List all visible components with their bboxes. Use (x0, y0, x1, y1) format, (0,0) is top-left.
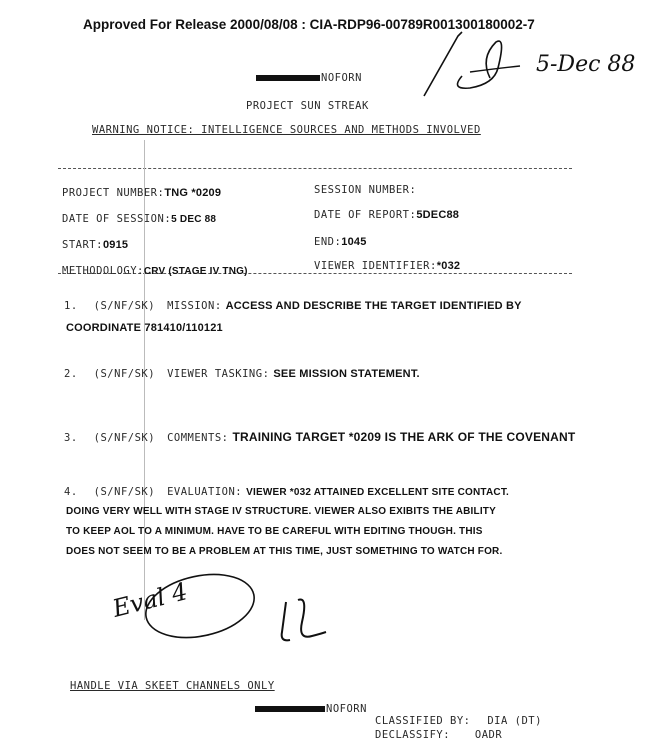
date-of-session-value: 5 DEC 88 (171, 214, 217, 225)
date-of-session-field (62, 209, 216, 227)
eval-note: Eval 4 (109, 577, 191, 623)
item-3-text: TRAINING TARGET *0209 IS THE ARK OF THE COVENANT (232, 430, 576, 444)
classified-by (375, 715, 542, 727)
start-value: 0915 (102, 239, 129, 251)
methodology-value: CRV (STAGE IV TNG) (143, 266, 248, 277)
declassify-label: DECLASSIFY: (375, 729, 451, 741)
handling-caveat: HANDLE VIA SKEET CHANNELS ONLY (70, 680, 275, 692)
session-number-field (314, 180, 416, 198)
item-3-classification: (S/NF/SK) (93, 432, 156, 444)
end-field (314, 232, 367, 250)
redaction-bar (256, 75, 320, 81)
classification-top-text: NOFORN (321, 72, 362, 84)
session-number-label: SESSION NUMBER: (314, 184, 417, 196)
handwritten-date: 5-Dec 88 (536, 52, 636, 77)
item-3-number: 3. (64, 432, 78, 444)
date-of-session-label: DATE OF SESSION: (62, 213, 172, 225)
item-1-mission (64, 296, 522, 314)
classification-bottom (255, 703, 367, 715)
item-2-number: 2. (64, 368, 78, 380)
item-4-label: EVALUATION: (167, 486, 243, 498)
methodology-label: METHODOLOGY: (62, 265, 144, 277)
item-4-text-line4: DOES NOT SEEM TO BE A PROBLEM AT THIS TIME, JUST SOMETHING TO WATCH FOR. (66, 546, 503, 557)
classified-by-label: CLASSIFIED BY: (375, 715, 471, 727)
release-header: Approved For Release 2000/08/08 : CIA-RDP96-00789R001300180002-7 (83, 17, 535, 32)
date-of-report-label: DATE OF REPORT: (314, 209, 417, 221)
warning-notice: WARNING NOTICE: INTELLIGENCE SOURCES AND METHODS INVOLVED (92, 124, 481, 136)
date-of-report-value: 5DEC88 (416, 209, 460, 221)
end-label: END: (314, 236, 342, 248)
item-4-text-line2: DOING VERY WELL WITH STAGE IV STRUCTURE. VIEWER ALSO EXIBITS THE ABILITY (66, 506, 496, 517)
item-2-classification: (S/NF/SK) (93, 368, 156, 380)
viewer-identifier-field (314, 256, 460, 274)
item-2-label: VIEWER TASKING: (167, 368, 270, 380)
start-label: START: (62, 239, 103, 251)
item-4-text-line1: VIEWER *032 ATTAINED EXCELLENT SITE CONTACT. (246, 487, 510, 498)
date-of-report-field (314, 205, 459, 223)
item-4-classification: (S/NF/SK) (93, 486, 156, 498)
separator-top (58, 168, 572, 169)
classification-bottom-text: NOFORN (326, 703, 367, 715)
item-4-text-line3: TO KEEP AOL TO A MINIMUM. HAVE TO BE CAREFUL WITH EDITING THOUGH. THIS (66, 526, 483, 537)
item-2-viewer-tasking (64, 364, 420, 382)
project-number-label: PROJECT NUMBER: (62, 187, 165, 199)
item-1-classification: (S/NF/SK) (93, 300, 156, 312)
item-1-label: MISSION: (167, 300, 222, 312)
item-1-text-line2: COORDINATE 781410/110121 (66, 322, 223, 334)
item-2-text: SEE MISSION STATEMENT. (273, 368, 420, 380)
item-3-comments (64, 428, 575, 446)
item-1-number: 1. (64, 300, 78, 312)
item-4-number: 4. (64, 486, 78, 498)
project-number-value: TNG *0209 (164, 187, 222, 199)
viewer-identifier-label: VIEWER IDENTIFIER: (314, 260, 437, 272)
declassify-value: OADR (474, 729, 503, 741)
end-value: 1045 (341, 236, 367, 248)
classification-top (256, 72, 362, 84)
signature (268, 592, 338, 648)
item-1-text-line1: ACCESS AND DESCRIBE THE TARGET IDENTIFIED BY (225, 300, 522, 312)
item-4-evaluation (64, 482, 509, 500)
viewer-identifier-value: *032 (436, 260, 461, 272)
start-field (62, 235, 128, 253)
project-number-field (62, 183, 221, 201)
redaction-bar-bottom (255, 706, 325, 712)
methodology-field (62, 261, 248, 279)
classified-by-value: DIA (DT) (487, 715, 542, 727)
declassify (375, 729, 502, 741)
project-title: PROJECT SUN STREAK (246, 100, 369, 112)
item-3-label: COMMENTS: (167, 432, 229, 444)
